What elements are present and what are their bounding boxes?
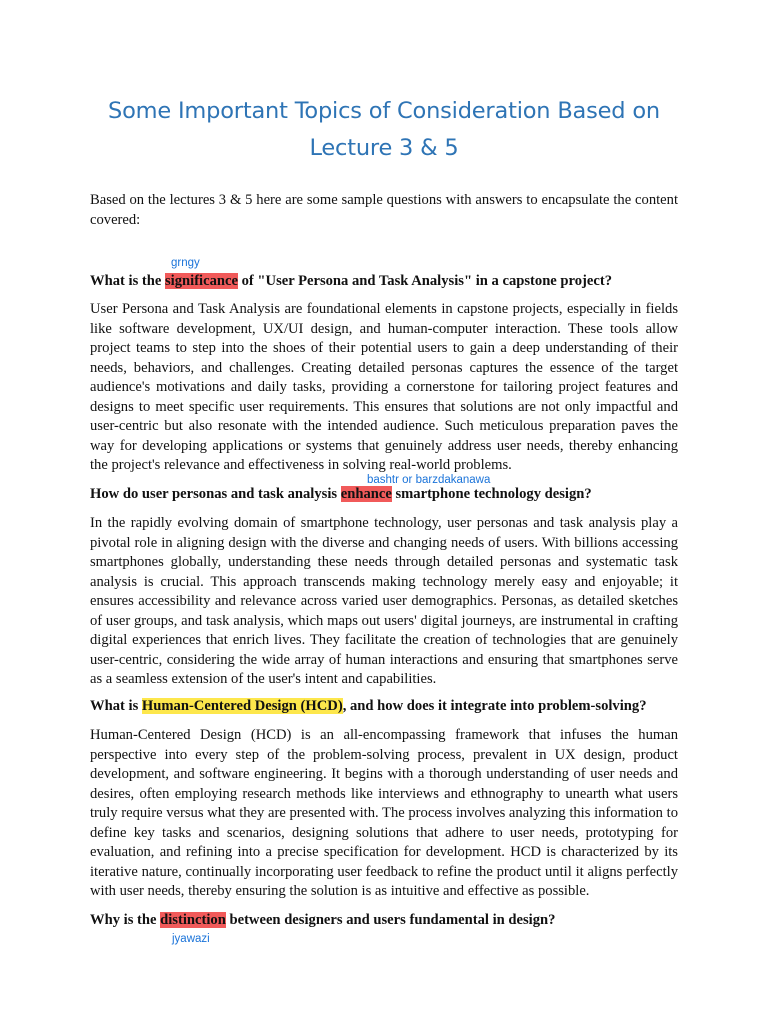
question-text: What is <box>90 698 142 714</box>
question-text: What is the <box>90 273 165 289</box>
highlighted-term: significance <box>165 273 238 289</box>
question-text: Why is the <box>90 912 161 928</box>
question-heading <box>90 272 690 291</box>
question-text: How do user personas and task analysis <box>90 486 341 502</box>
intro-paragraph: Based on the lectures 3 & 5 here are some sample questions with answers to encapsulate the content covered: <box>90 192 678 228</box>
page-title <box>60 93 708 167</box>
handwritten-note: jyawazi <box>172 933 210 945</box>
question-text: of "User Persona and Task Analysis" in a capstone project? <box>237 273 613 289</box>
highlighted-term: enhance <box>340 486 392 502</box>
highlighted-term: distinction <box>160 912 226 928</box>
title-line-1: Some Important Topics of Consideration Based on <box>108 98 660 124</box>
highlighted-term: Human-Centered Design (HCD) <box>141 698 343 714</box>
question-text: , and how does it integrate into problem-solving? <box>342 698 647 714</box>
question-heading <box>90 485 690 504</box>
question-heading <box>90 911 690 930</box>
answer-paragraph: In the rapidly evolving domain of smartphone technology, user personas and task analysis play a pivotal role in aligning design with the diverse and changing needs of users. With billions accessing smartphones globally, understanding these needs through detailed personas and systematic task analysis is crucial. This approach transcends making technology merely easy and enjoyable; it ensures accessibility and relevance across varied user demographics. Personas, as detailed sketches of user groups, and task analysis, which maps out users' digital journeys, are instrumental in crafting digital experiences that enrich lives. They facilitate the creation of technologies that are genuinely user-centric, considering the wide array of human interactions and ensuring that smartphones serve as a seamless extension of the user's intent and capabilities. <box>90 515 678 687</box>
answer-paragraph: User Persona and Task Analysis are foundational elements in capstone projects, especially in fields like software development, UX/UI design, and human-computer interaction. These tools allow project teams to step into the shoes of their potential users to gain a deep understanding of their needs, behaviors, and challenges. Creating detailed personas captures the essence of the target audience's motivations and daily tasks, providing a cornerstone for tailoring project features and designs to meet specific user requirements. This ensures that solutions are not only impactful and user-centric but also resonate with the intended audience. Such meticulous preparation paves the way for developing applications or systems that genuinely address user needs, thereby enhancing the project's relevance and effectiveness in solving real-world problems. <box>90 301 678 473</box>
question-text: smartphone technology design? <box>391 486 592 502</box>
question-text: between designers and users fundamental in design? <box>225 912 556 928</box>
title-line-2: Lecture 3 & 5 <box>309 135 459 161</box>
handwritten-note: grngy <box>171 257 200 269</box>
handwritten-note: bashtr or barzdakanawa <box>367 474 491 486</box>
question-heading <box>90 697 690 716</box>
answer-paragraph: Human-Centered Design (HCD) is an all-encompassing framework that infuses the human perspective into every step of the problem-solving process, prevalent in UX design, product development, and software engineering. It begins with a thorough understanding of user needs and desires, often employing research methods like interviews and ethnography to unearth what users truly require versus what they are presented with. The process involves analyzing this information to define key tasks and scenarios, designing solutions that adhere to user needs, prototyping for evaluation, and refining into a precise specification for development. HCD is characterized by its iterative nature, continually incorporating user feedback to refine the product until it aligns perfectly with user needs, thereby ensuring the solution is as intuitive and effective as possible. <box>90 727 678 899</box>
